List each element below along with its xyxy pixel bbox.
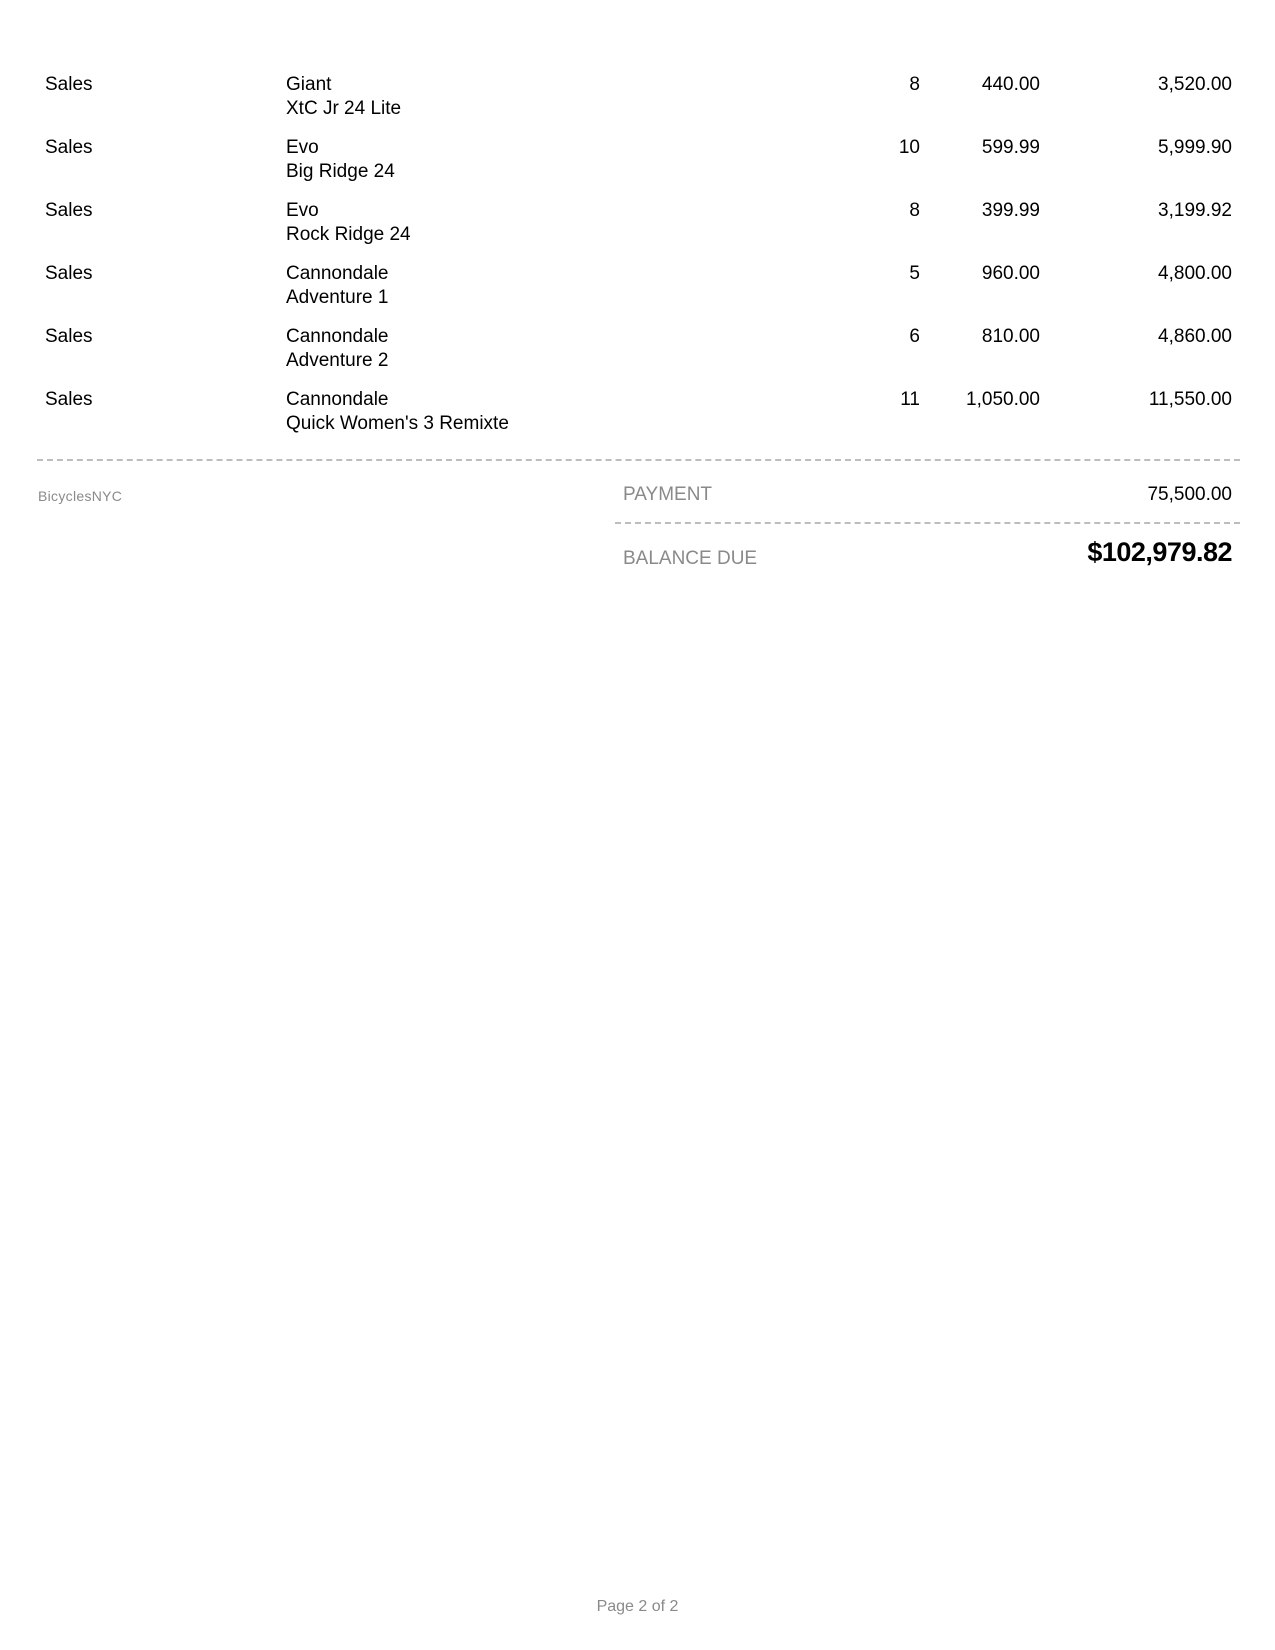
line-item-rate: 1,050.00: [966, 389, 1040, 410]
line-item-qty: 10: [898, 137, 920, 158]
line-item-amount: 3,520.00: [1158, 74, 1232, 95]
line-item-qty: 6: [909, 326, 920, 347]
line-item-qty: 8: [909, 74, 920, 95]
line-item-amount: 5,999.90: [1158, 137, 1232, 158]
line-item-brand: Cannondale: [286, 389, 389, 410]
line-item-description: [286, 262, 388, 310]
line-item-row: [0, 73, 1275, 136]
payment-value: 75,500.00: [1147, 484, 1232, 505]
line-item-description: [286, 73, 401, 121]
line-item-model: Quick Women's 3 Remixte: [286, 413, 509, 434]
line-item-rate: 599.99: [981, 137, 1040, 158]
line-item-rate: 440.00: [981, 74, 1040, 95]
line-item-brand: Evo: [286, 200, 319, 221]
line-item-type: Sales: [45, 389, 93, 410]
line-item-qty: 8: [909, 200, 920, 221]
line-item-type: Sales: [45, 263, 93, 284]
line-item-rate: 810.00: [981, 326, 1040, 347]
line-item-amount: 4,800.00: [1158, 263, 1232, 284]
line-items-table: [0, 73, 1275, 451]
balance-due-label: BALANCE DUE: [623, 548, 758, 569]
line-item-description: [286, 325, 388, 373]
line-item-type: Sales: [45, 200, 93, 221]
line-item-amount: 11,550.00: [1148, 389, 1232, 410]
totals-divider: [615, 522, 1240, 524]
line-item-qty: 11: [900, 389, 920, 410]
line-item-brand: Evo: [286, 137, 319, 158]
line-item-type: Sales: [45, 326, 93, 347]
line-item-model: XtC Jr 24 Lite: [286, 98, 402, 119]
line-item-row: [0, 388, 1275, 451]
line-item-rate: 960.00: [981, 263, 1040, 284]
line-item-model: Rock Ridge 24: [286, 224, 411, 245]
line-item-description: [286, 199, 411, 247]
line-item-model: Adventure 1: [286, 287, 389, 308]
table-divider: [37, 459, 1240, 461]
line-item-amount: 4,860.00: [1158, 326, 1232, 347]
line-item-brand: Cannondale: [286, 263, 389, 284]
line-item-type: Sales: [45, 74, 93, 95]
line-item-type: Sales: [45, 137, 93, 158]
page-number: Page 2 of 2: [596, 1598, 679, 1615]
line-item-qty: 5: [909, 263, 920, 284]
line-item-amount: 3,199.92: [1158, 200, 1232, 221]
line-item-row: [0, 262, 1275, 325]
line-item-row: [0, 136, 1275, 199]
line-item-brand: Giant: [286, 74, 332, 95]
line-item-model: Big Ridge 24: [286, 161, 395, 182]
line-item-row: [0, 325, 1275, 388]
line-item-rate: 399.99: [981, 200, 1040, 221]
line-item-row: [0, 199, 1275, 262]
line-item-model: Adventure 2: [286, 350, 389, 371]
line-item-description: [286, 136, 395, 184]
line-item-brand: Cannondale: [286, 326, 389, 347]
balance-due-value: $102,979.82: [1087, 537, 1232, 567]
company-name: BicyclesNYC: [38, 488, 123, 504]
line-item-description: [286, 388, 509, 436]
payment-label: PAYMENT: [623, 484, 713, 505]
